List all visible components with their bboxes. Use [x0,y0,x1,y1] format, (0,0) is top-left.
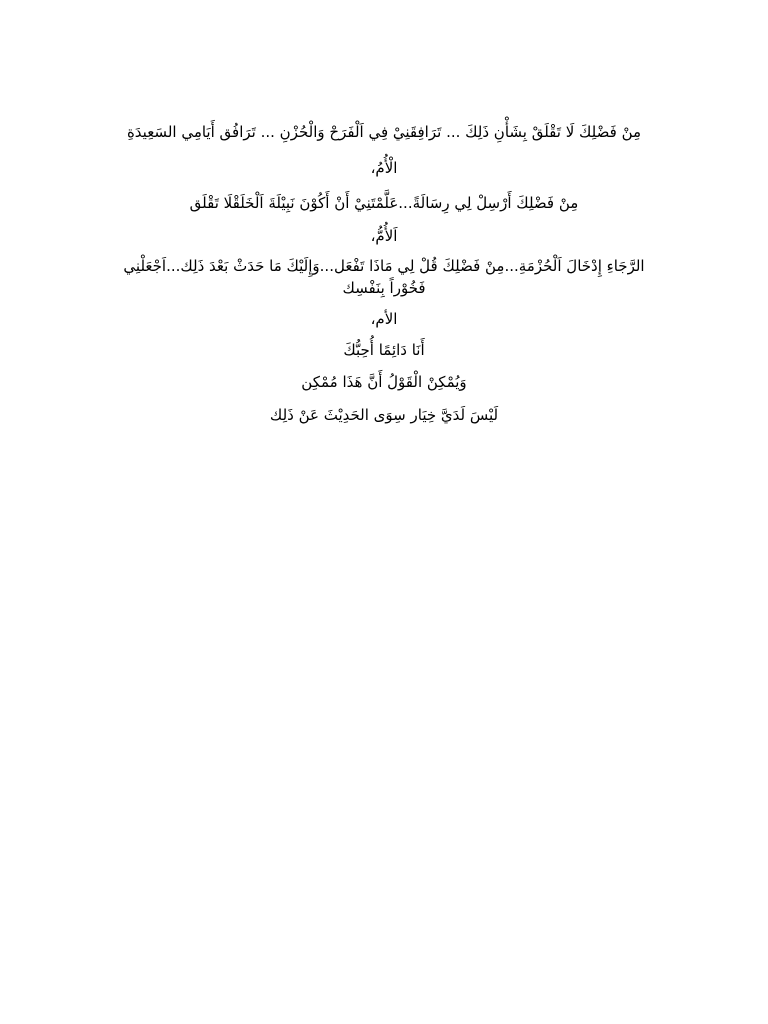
text-line-8: أَنَا دَائِمًا أُحِبُّكَ [343,341,425,359]
text-line-3: مِنْ فَضْلِكَ أَرْسِلْ لِي رِسَالَةً...عَلَّمْتَنِيْ أَنْ أَكُوْنَ نَبِيْلَةَ اَلْخَلَقْلَا تَقْلَق [189,194,579,212]
text-line-4: اَلأُمُّ، [370,227,398,245]
text-line-2: الْأُمُ، [370,159,398,177]
text-line-10: لَيْسَ لَدَيَّ خِيَار سِوَى الحَدِيْثَ عَنْ ذَلِك [269,406,499,424]
text-line-1: مِنْ فَضْلِكَ لَا تَقْلَقْ بِشَأْنِ ذَلِكَ ... تَرَافِقَنِيْ فِي اَلْفَرَحْ وَالْحُزْنِ ... تَرَافُق أَيَامِي السَعِيدَةِ [126,123,642,141]
text-line-7: الأم، [370,310,398,328]
text-line-9: وَيُمْكِنْ الْقَوْلُ أَنَّ هَذَا مُمْكِن [301,373,467,391]
poem-body [84,117,684,432]
text-line-6: فَخُوْراً بِنَفْسِك [342,279,426,297]
text-line-5: الرَّجَاءِ إِدْخَالَ اَلْحُزْمَةِ...مِنْ فَضْلِكَ قُلْ لِي مَاذَا تَفْعَل...وَإِلَيْكَ مَا حَدَثْ بَعْدَ ذَلِك...اَجْعَلْنِي [123,257,645,275]
